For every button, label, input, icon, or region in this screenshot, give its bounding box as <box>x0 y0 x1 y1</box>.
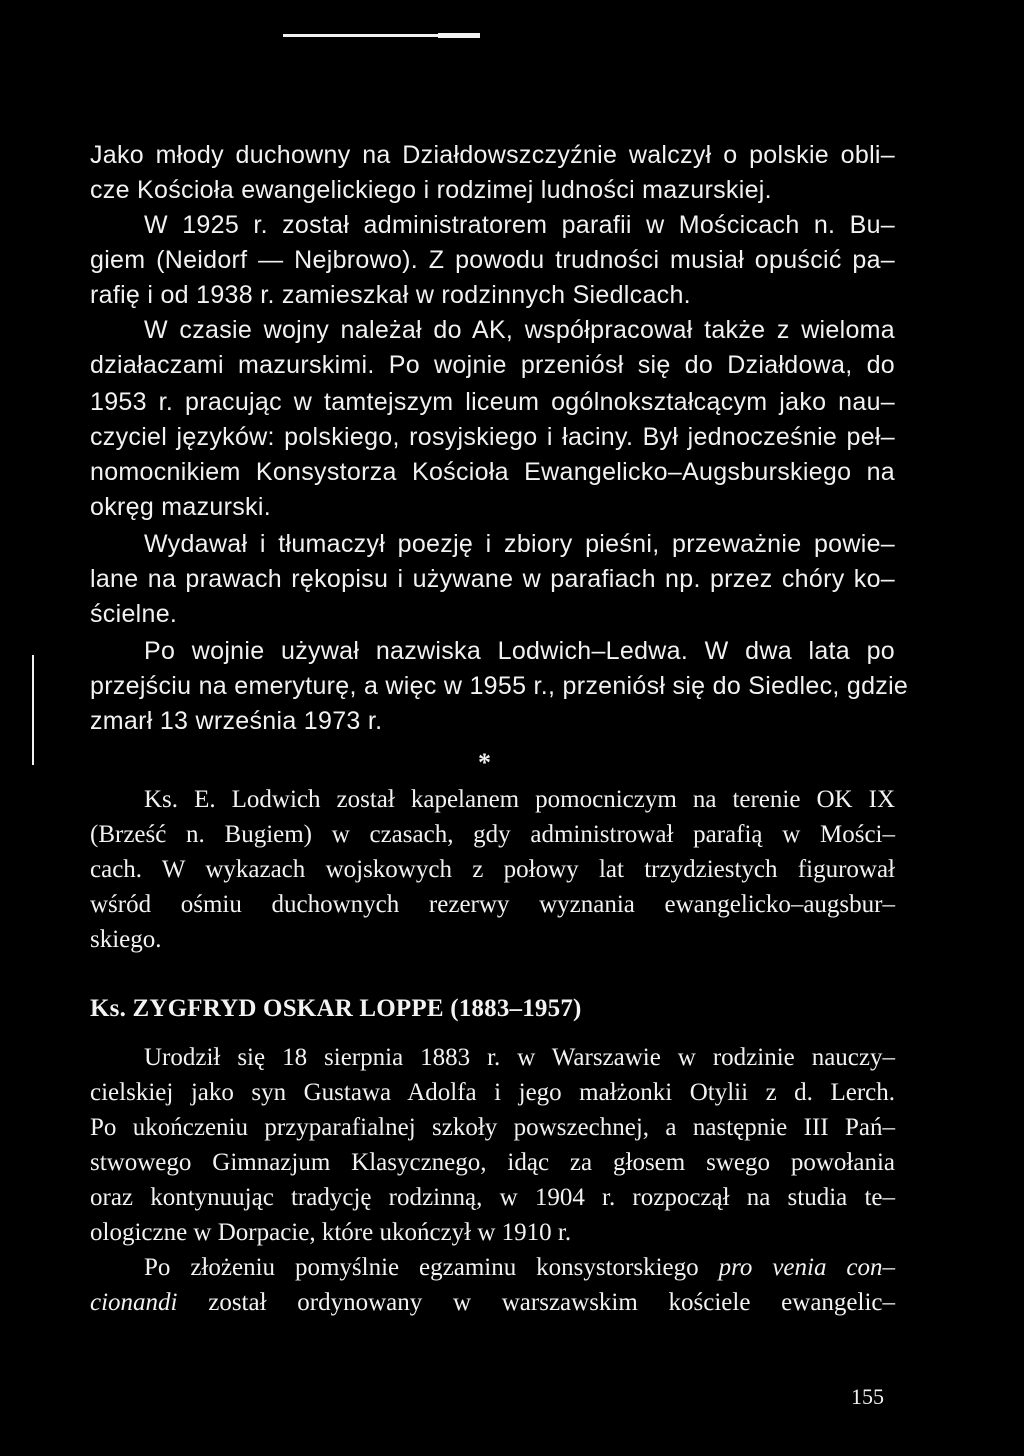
text-line: rafię i od 1938 r. zamieszkał w rodzinnych Siedlcach. <box>90 281 691 309</box>
text-line <box>90 1250 895 1285</box>
paragraph-block-chaplain <box>90 782 895 957</box>
top-rule <box>283 34 480 37</box>
text-fragment: został ordynowany w warszawskim kościele ewangelic– <box>177 1289 895 1316</box>
text-fragment: Po złożeniu pomyślnie egzaminu konsystorskiego <box>144 1254 719 1281</box>
text-line: stwowego Gimnazjum Klasycznego, idąc za głosem swego powołania <box>90 1149 895 1176</box>
text-line: działaczami mazurskimi. Po wojnie przeniósł się do Działdowa, do <box>90 351 895 379</box>
text-line: Po ukończeniu przyparafialnej szkoły powszechnej, a następnie III Pań– <box>90 1114 895 1141</box>
text-line: skiego. <box>90 926 162 953</box>
text-line: Jako młody duchowny na Działdowszczyźnie walczył o polskie obli– <box>90 141 895 169</box>
text-line: W czasie wojny należał do AK, współpracował także z wieloma <box>144 316 895 344</box>
section-separator: * <box>478 748 491 777</box>
text-line: ścielne. <box>90 600 178 628</box>
text-line: wśród ośmiu duchownych rezerwy wyznania ewangelicko–augsbur– <box>90 891 895 918</box>
paragraph-block-loppe-bio <box>90 1040 895 1320</box>
page-number: 155 <box>851 1384 884 1409</box>
text-line <box>90 1285 895 1320</box>
text-line: czyciel języków: polskiego, rosyjskiego i łaciny. Był jednocześnie peł– <box>90 423 895 451</box>
section-heading: Ks. ZYGFRYD OSKAR LOPPE (1883–1957) <box>90 995 582 1022</box>
text-line: Po wojnie używał nazwiska Lodwich–Ledwa. W dwa lata po <box>144 637 895 665</box>
text-line: Wydawał i tłumaczył poezję i zbiory pieśni, przeważnie powie– <box>144 530 895 558</box>
text-line: cach. W wykazach wojskowych z połowy lat trzydziestych figurował <box>90 856 895 883</box>
latin-phrase: pro venia con– <box>718 1254 895 1281</box>
text-line: 1953 r. pracując w tamtejszym liceum ogólnokształcącym jako nau– <box>90 388 895 416</box>
margin-mark <box>32 655 34 765</box>
text-line: nomocnikiem Konsystorza Kościoła Ewangelicko–Augsburskiego na <box>90 458 895 486</box>
latin-phrase: cionandi <box>90 1289 178 1316</box>
text-line: lane na prawach rękopisu i używane w parafiach np. przez chóry ko– <box>90 565 895 593</box>
text-line: przejściu na emeryturę, a więc w 1955 r., przeniósł się do Siedlec, gdzie <box>90 672 909 700</box>
text-line: Ks. E. Lodwich został kapelanem pomocniczym na terenie OK IX <box>144 786 895 813</box>
text-line: zmarł 13 września 1973 r. <box>90 707 383 735</box>
text-line: cze Kościoła ewangelickiego i rodzimej ludności mazurskiej. <box>90 176 772 204</box>
text-line: Urodził się 18 sierpnia 1883 r. w Warszawie w rodzinie nauczy– <box>144 1044 895 1071</box>
text-line: (Brześć n. Bugiem) w czasach, gdy administrował parafią w Mości– <box>90 821 895 848</box>
paragraph-block-lodwich-bio <box>90 138 909 735</box>
text-line: ologiczne w Dorpacie, które ukończył w 1910 r. <box>90 1219 572 1246</box>
text-line: W 1925 r. został administratorem parafii w Mościcach n. Bu– <box>144 211 895 239</box>
text-line: giem (Neidorf — Nejbrowo). Z powodu trudności musiał opuścić pa– <box>90 246 895 274</box>
text-line: oraz kontynuując tradycję rodzinną, w 1904 r. rozpoczął na studia te– <box>90 1184 895 1211</box>
text-line: okręg mazurski. <box>90 493 271 521</box>
text-line: cielskiej jako syn Gustawa Adolfa i jego małżonki Otylii z d. Lerch. <box>90 1079 895 1106</box>
